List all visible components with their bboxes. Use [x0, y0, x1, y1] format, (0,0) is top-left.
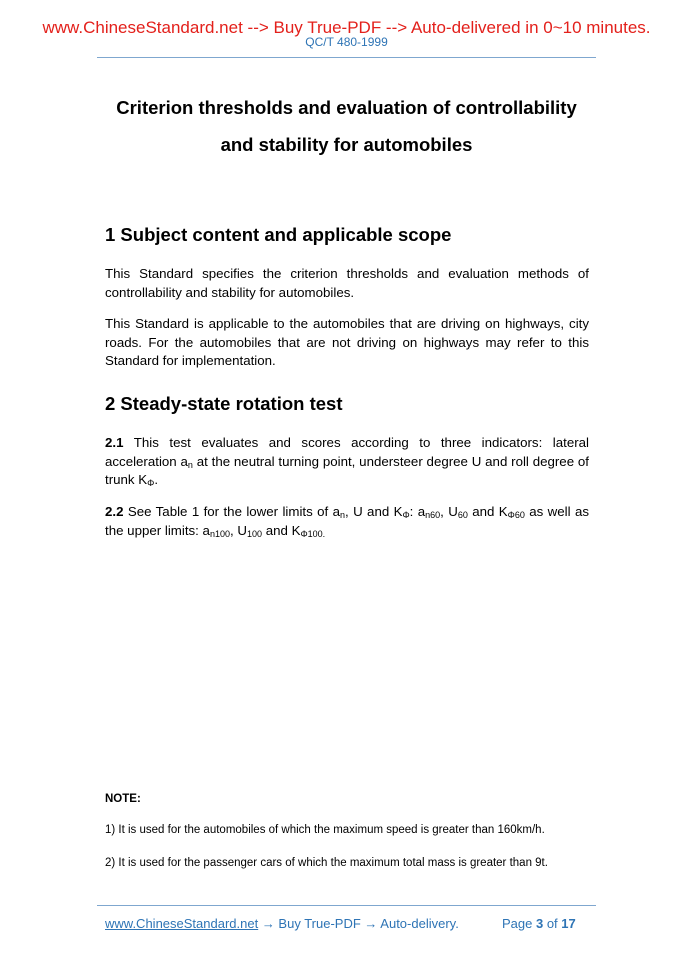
current-page: 3 — [535, 916, 544, 931]
standard-code: QC/T 480-1999 — [305, 35, 388, 49]
promo-banner[interactable]: www.ChineseStandard.net --> Buy True-PDF --> Auto-delivered in 0~10 minutes. — [42, 18, 651, 37]
title-line-2: and stability for automobiles — [220, 134, 473, 155]
footer-rule — [97, 905, 596, 906]
footer-site-link[interactable]: www.ChineseStandard.net — [105, 916, 259, 931]
section-1-paragraph-1: This Standard specifies the criterion thresholds and evaluation methods of controllability and stability for automobiles. — [105, 266, 589, 300]
page-indicator: Page 3 of 17 — [502, 916, 576, 931]
title-line-1: Criterion thresholds and evaluation of controllability — [116, 97, 577, 118]
footer-promo-text: → Buy True-PDF → Auto-delivery. — [258, 916, 459, 931]
clause-2-2: 2.2 See Table 1 for the lower limits of $a_n$, U and $K_\Phi$: $a_{n60}$, $U_{60}$ and $K_{\Phi 60}$ as well as the upper limits: $a_{n100}$, $U_{100}$ and $K_{\Phi 100.}$ — [105, 504, 589, 539]
note-2: 2) It is used for the passenger cars of which the maximum total mass is greater than 9t. — [105, 857, 548, 869]
footer-promo — [105, 916, 459, 932]
header-rule — [97, 57, 596, 58]
section-1-paragraph-2: This Standard is applicable to the automobiles that are driving on highways, city roads. For the automobiles that are not driving on highways may refer to this Standard for implementation. — [105, 316, 589, 368]
section-1-heading: 1 Subject content and applicable scope — [105, 224, 452, 245]
clause-2-2-label: 2.2 — [105, 504, 124, 519]
note-heading: NOTE: — [105, 793, 141, 805]
section-2-heading: 2 Steady-state rotation test — [105, 393, 343, 414]
clause-2-1: 2.1 This test evaluates and scores according to three indicators: lateral acceleration $a_n$ at the neutral turning point, understeer degree U and roll degree of trunk $K_\Phi$. — [105, 435, 589, 488]
note-1: 1) It is used for the automobiles of which the maximum speed is greater than 160km/h. — [105, 824, 545, 836]
clause-2-1-label: 2.1 — [105, 435, 124, 450]
total-pages: 17 — [561, 916, 576, 931]
